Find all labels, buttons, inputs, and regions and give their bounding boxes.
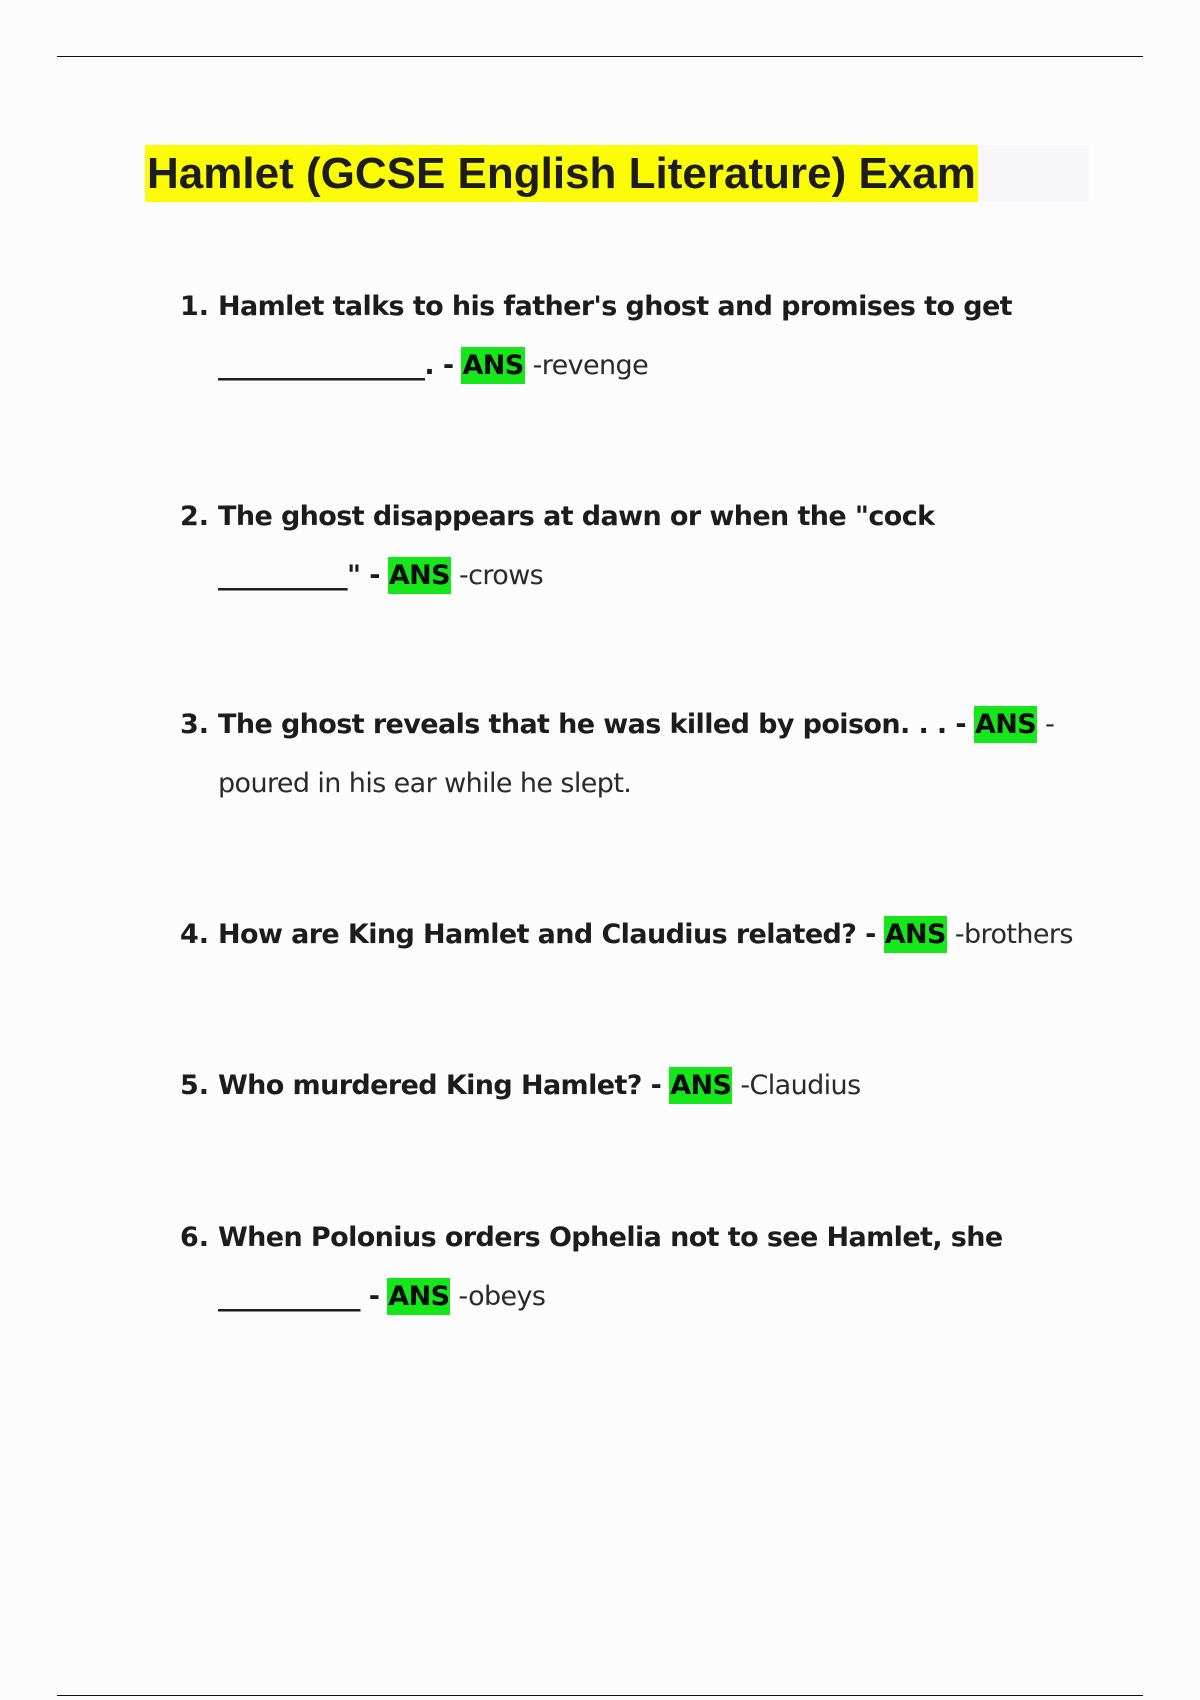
answer-tag: ANS [387,1278,450,1315]
list-item [180,487,1080,605]
answer-text: -brothers [954,919,1073,950]
answer-text: -obeys [458,1281,546,1312]
top-rule [57,56,1143,57]
list-item [180,695,1080,813]
answer-tag: ANS [884,916,947,953]
question-number: 2. [180,501,210,532]
list-item [180,1208,1080,1326]
question-text: The ghost disappears at dawn or when the "cock __________" - [218,501,935,591]
question-text: Hamlet talks to his father's ghost and promises to get ________________. - [218,291,1012,381]
question-text: The ghost reveals that he was killed by poison. . . - [218,709,966,740]
question-text: When Polonius orders Ophelia not to see Hamlet, she ___________ - [218,1222,1003,1312]
page-title: Hamlet (GCSE English Literature) Exam [145,145,978,202]
answer-text: -crows [458,560,544,591]
list-item [180,1056,1080,1115]
list-item [180,277,1080,395]
question-number: 4. [180,919,210,950]
question-number: 6. [180,1222,210,1253]
answer-tag: ANS [974,706,1037,743]
question-text: Who murdered King Hamlet? - [218,1070,662,1101]
answer-tag: ANS [461,347,524,384]
question-text: How are King Hamlet and Claudius related? - [218,919,876,950]
answer-tag: ANS [388,557,451,594]
bottom-rule [57,1695,1143,1696]
question-number: 5. [180,1070,210,1101]
answer-text: -Claudius [740,1070,861,1101]
title-block [145,145,1089,202]
question-number: 1. [180,291,210,322]
list-item [180,905,1080,964]
answer-text: -poured in his ear while he slept. [218,709,1055,799]
answer-tag: ANS [669,1067,732,1104]
question-number: 3. [180,709,210,740]
answer-text: -revenge [532,350,649,381]
